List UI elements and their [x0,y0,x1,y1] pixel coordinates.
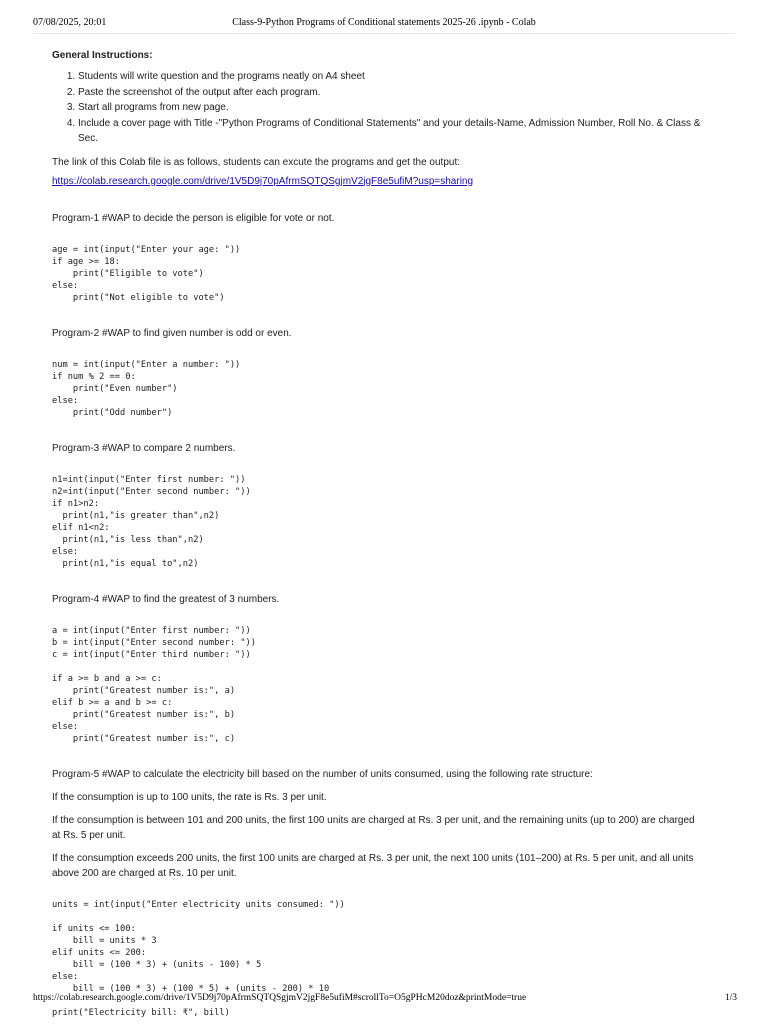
document-title: Class-9-Python Programs of Conditional statements 2025-26 .ipynb - Colab [232,17,536,28]
program-heading: Program-4 #WAP to find the greatest of 3 numbers. [52,593,280,605]
code-cell[interactable]: n1=int(input("Enter first number: ")) n2=int(input("Enter second number: ")) if n1>n2: print(n1,"is greater than",n2) elif n1<n2: print(n1,"is less than",n2) else: print(n1,"is equal to",n2) [52,474,251,569]
page-number: 1/3 [724,993,737,1003]
instruction-item: 4. Include a cover page with Title -"Python Programs of Conditional Statements" and your details-Name, Admission Number, Roll No. & Class & Sec. [78,116,702,147]
program-heading: Program-1 #WAP to decide the person is eligible for vote or not. [52,212,335,224]
footer-url: https://colab.research.google.com/drive/1V5D9j70pAfrmSQTQSgjmV2jgF8e5ufiM#scrollTo=O5gPHcM20doz&printMode=true [33,993,527,1003]
print-header [0,0,768,34]
program-heading: Program-2 #WAP to find given number is odd or even. [52,327,292,339]
rate-rule: If the consumption is between 101 and 200 units, the first 100 units are charged at Rs. 3 per unit, and the remaining units (up to 200) are charged at Rs. 5 per unit. [52,814,695,841]
code-cell[interactable]: age = int(input("Enter your age: ")) if age >= 18: print("Eligible to vote") else: print("Not eligible to vote") [52,244,241,303]
instruction-item: 2. Paste the screenshot of the output after each program. [78,85,702,101]
program-heading: Program-3 #WAP to compare 2 numbers. [52,442,236,454]
print-date: 07/08/2025, 20:01 [33,17,107,28]
header-divider [33,33,735,34]
code-cell[interactable]: units = int(input("Enter electricity units consumed: ")) if units <= 100: bill = units * 3 elif units <= 200: bill = (100 * 3) + (units - 100) * 5 else: bill = (100 * 3) + (100 * 5) + (units - 200) * 10 print("Electricity bill: ₹", bill) [52,899,345,1018]
print-footer [0,993,768,1007]
link-intro: The link of this Colab file is as follows, students can excute the programs and get the output: [52,156,461,168]
code-cell[interactable]: a = int(input("Enter first number: ")) b = int(input("Enter second number: ")) c = int(input("Enter third number: ")) if a >= b and a >= c: print("Greatest number is:", a) elif b >= a and b >= c: print("Greatest number is:", b) else: print("Greatest number is:", c) [52,625,256,744]
instructions-title: General Instructions: [52,50,153,61]
notebook-content [52,48,702,1019]
colab-share-link[interactable]: https://colab.research.google.com/drive/1V5D9j70pAfrmSQTQSgjmV2jgF8e5ufiM?usp=sharing [52,175,474,187]
instructions-list [52,69,702,147]
code-cell[interactable]: num = int(input("Enter a number: ")) if num % 2 == 0: print("Even number") else: print("Odd number") [52,359,241,418]
program-heading: Program-5 #WAP to calculate the electricity bill based on the number of units consumed, using the following rate structure: [52,768,593,780]
instruction-item: 1. Students will write question and the programs neatly on A4 sheet [78,69,702,85]
rate-rule: If the consumption is up to 100 units, the rate is Rs. 3 per unit. [52,791,327,803]
instruction-item: 3. Start all programs from new page. [78,100,702,116]
rate-rule: If the consumption exceeds 200 units, the first 100 units are charged at Rs. 3 per unit, the next 100 units (101–200) at Rs. 5 per unit, and all units above 200 are charged at Rs. 10 per unit. [52,852,694,879]
